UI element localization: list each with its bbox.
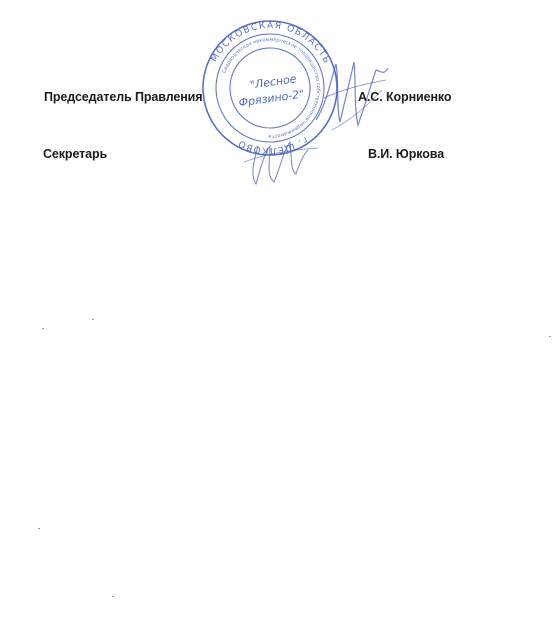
stamp-middle-text: Садоводческое некоммерческое товарищество собственников недвижимости	[221, 36, 322, 140]
scan-speck	[549, 336, 551, 337]
stamp-center-line-2: Фрязино-2"	[237, 87, 306, 110]
stamp-outer-bottom-text: г. ЩЕЛКОВО	[236, 134, 310, 156]
scan-speck	[42, 328, 44, 329]
secretary-position: Секретарь	[43, 147, 108, 161]
handwritten-signatures	[236, 50, 406, 190]
chairman-position: Председатель Правления	[44, 90, 203, 104]
stamp-center-line-1: "Лесное	[249, 72, 298, 92]
scan-speck	[92, 319, 94, 320]
secretary-name: В.И. Юркова	[368, 147, 445, 161]
scan-speck	[112, 596, 114, 597]
scan-speck	[38, 528, 40, 529]
chairman-name: А.С. Корниенко	[358, 90, 452, 104]
stamp-outer-top-text: МОСКОВСКАЯ ОБЛАСТЬ	[209, 20, 332, 67]
